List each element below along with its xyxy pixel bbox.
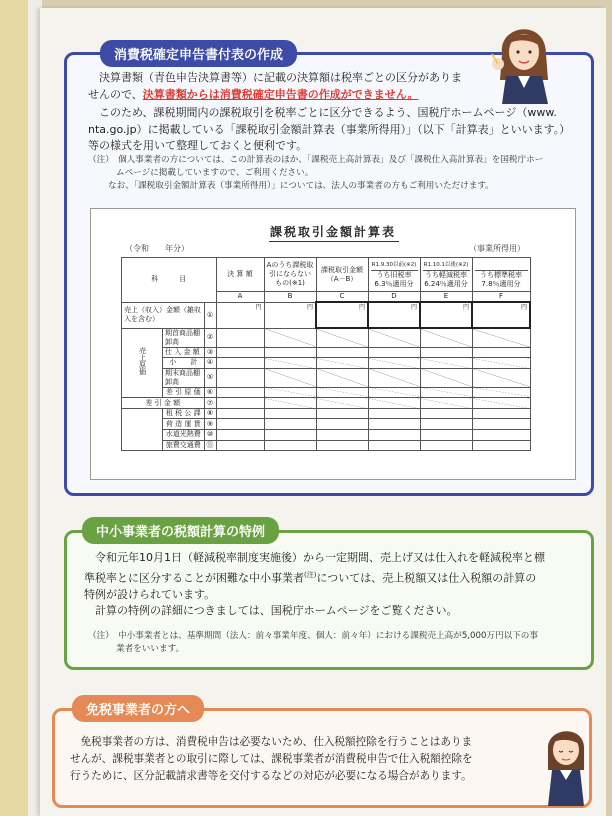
text-line: [84, 567, 589, 587]
cell-disabled: [420, 368, 472, 387]
side-label-cost: [122, 328, 163, 398]
cell: [216, 430, 264, 441]
cell: [216, 408, 264, 419]
row-num: ④: [204, 358, 216, 369]
header-c: 課税取引金額（A－B）: [316, 258, 368, 292]
row-num: ⑧: [204, 408, 216, 419]
paragraph-sme: [84, 550, 589, 620]
cell-disabled: [420, 398, 472, 409]
cell-yen: 円: [316, 302, 368, 328]
letter-c: C: [316, 292, 368, 303]
letter-d: D: [368, 292, 420, 303]
highlight-warning: 決算書類からは消費税確定申告書の作成ができません。: [142, 87, 419, 101]
cell-yen: 円: [472, 302, 530, 328]
text-line: 行うために、区分記載請求書等を交付するなどの対応が必要になる場合があります。: [70, 770, 472, 782]
text-line: このため、課税期間内の課税取引を税率ごとに区分できるよう、国税庁ホームページ（www.: [88, 106, 557, 119]
title-underline: [269, 241, 399, 242]
row-num: ①: [204, 302, 216, 328]
row-num: ⑤: [204, 368, 216, 387]
cell: [420, 419, 472, 430]
table-row: [122, 430, 531, 441]
cell: [216, 387, 264, 398]
cell: [316, 408, 368, 419]
cell: [216, 368, 264, 387]
row-num: ⑦: [204, 398, 216, 409]
cell: [264, 430, 316, 441]
table-year: （令和 年分）: [125, 244, 189, 253]
cell: [368, 347, 420, 358]
cell: [216, 347, 264, 358]
text-line: 令和元年10月1日（軽減税率制度実施後）から一定期間、売上げ又は仕入れを軽減税率と標: [84, 551, 545, 564]
cell: [316, 430, 368, 441]
cell: [420, 430, 472, 441]
table-header-row: [122, 258, 531, 292]
row-num: ②: [204, 328, 216, 347]
cell: [264, 347, 316, 358]
table-kind: （事業所得用）: [469, 244, 525, 253]
text-line: せんが、課税事業者との取引に際しては、課税事業者が消費税申告で仕入税額控除を: [70, 753, 473, 765]
cell-disabled: [316, 368, 368, 387]
note-line: なお、「課税取引金額計算表（事業所得用）」については、法人の事業者の方もご利用いただけます。: [108, 181, 494, 191]
cell-disabled: [472, 368, 530, 387]
cell: [472, 347, 530, 358]
table-title: 課税取引金額計算表: [269, 225, 396, 239]
table-row: [122, 328, 531, 347]
cell-disabled: [368, 398, 420, 409]
calculation-table: [121, 257, 531, 451]
cell-yen: 円: [368, 302, 420, 328]
cell-disabled: [264, 368, 316, 387]
paragraph-settlement: [88, 70, 588, 155]
header-b: Aのうち課税取引にならないもの(※1): [264, 258, 316, 292]
table-row: [122, 347, 531, 358]
header-f-label: うち標準税率7.8％適用分: [480, 270, 522, 288]
text-span: 準税率とに区分することが困難な中小事業者: [84, 571, 304, 585]
cell-disabled: [368, 328, 420, 347]
text-line: 免税事業者の方は、消費税申告は必要ないため、仕入税額控除を行うことはありま: [70, 736, 473, 748]
note-sme-definition: [88, 630, 588, 656]
bowing-woman-illustration-icon: [540, 720, 592, 806]
cell: [368, 419, 420, 430]
cell-yen: 円: [216, 302, 264, 328]
header-d: [368, 258, 420, 292]
text-span: せんので、: [88, 87, 143, 101]
row-label: 期末商品棚卸高: [163, 368, 205, 387]
cell-disabled: [472, 398, 530, 409]
table-row: [122, 419, 531, 430]
letter-b: B: [264, 292, 316, 303]
cell: [316, 440, 368, 451]
cell: [264, 408, 316, 419]
row-label: 売上（収入）金額（雑収入を含む）: [122, 302, 205, 328]
cell-disabled: [420, 387, 472, 398]
cell-disabled: [472, 387, 530, 398]
section-title-tax-return-attachment: 消費税確定申告書付表の作成: [100, 40, 297, 67]
text-line: 等の様式を用いて整理しておくと便利です。: [88, 139, 308, 152]
text-line: 特例が設けられています。: [84, 587, 216, 601]
cell: [216, 328, 264, 347]
row-label: 差 引 原 価: [163, 387, 205, 398]
table-row: [122, 398, 531, 409]
header-item: 科 目: [122, 258, 217, 303]
cell-yen: 円: [420, 302, 472, 328]
row-label: 荷 造 運 賃: [163, 419, 205, 430]
header-e-label: うち軽減税率6.24％適用分: [424, 270, 468, 288]
header-ef-period: R1.10.1以後(※2): [423, 261, 470, 271]
text-line: nta.go.jp）に掲載している「課税取引金額計算表（事業所得用）」（以下「計算表」といいます。）: [88, 122, 571, 136]
text-span: については、売上税額又は仕入税額の計算の: [316, 571, 537, 585]
table-row: [122, 302, 531, 328]
header-f: [472, 258, 530, 292]
row-label: 期首商品棚卸高: [163, 328, 205, 347]
cell-disabled: [368, 358, 420, 369]
cell-disabled: [420, 358, 472, 369]
table-row: [122, 358, 531, 369]
cell-yen: 円: [264, 302, 316, 328]
section-title-tax-exempt: 免税事業者の方へ: [72, 695, 204, 722]
note-line: （注） 中小事業者とは、基準期間（法人：前々事業年度、個人：前々年）における課税売上高が5,000万円以下の事: [88, 631, 538, 641]
cell-disabled: [316, 358, 368, 369]
row-label: 小 計: [163, 358, 205, 369]
side-label-text: 売上原価: [138, 347, 147, 376]
row-num: ⑥: [204, 387, 216, 398]
table-row: [122, 440, 531, 451]
cell-disabled: [264, 358, 316, 369]
cell: [368, 408, 420, 419]
header-e: [420, 258, 472, 292]
side-spacer: [122, 408, 163, 450]
cell: [420, 440, 472, 451]
note-line: 業者をいいます。: [116, 644, 185, 654]
cell: [316, 419, 368, 430]
cell: [316, 347, 368, 358]
row-num: ⑪: [204, 440, 216, 451]
letter-f: F: [472, 292, 530, 303]
note-line: （注） 個人事業者の方については、この計算表のほか、「課税売上高計算表」及び「課税仕入高計算表」を国税庁ホー: [88, 155, 544, 165]
cell-disabled: [472, 328, 530, 347]
note-line: ムページに掲載していますので、ご利用ください。: [116, 168, 314, 178]
cell: [420, 408, 472, 419]
cell: [472, 430, 530, 441]
text-line: [88, 87, 588, 104]
note-individual: [88, 154, 588, 193]
table-row: [122, 387, 531, 398]
cell-disabled: [420, 328, 472, 347]
text-line: 決算書類（青色申告決算書等）に記載の決算額は税率ごとの区分がありま: [88, 71, 462, 84]
row-label: 仕 入 金 額: [163, 347, 205, 358]
cell-disabled: [264, 387, 316, 398]
cell: [472, 440, 530, 451]
note-marker: (注): [304, 570, 317, 579]
row-label: 水道光熱費: [163, 430, 205, 441]
cell-disabled: [264, 328, 316, 347]
cell-disabled: [264, 398, 316, 409]
header-d-period: R1.9.30以前(※2): [371, 261, 418, 271]
paragraph-tax-exempt: [70, 734, 540, 785]
cell: [216, 440, 264, 451]
row-num: ③: [204, 347, 216, 358]
section-title-sme-special-calculation: 中小事業者の税額計算の特例: [82, 517, 279, 544]
row-label: 旅費交通費: [163, 440, 205, 451]
cell: [368, 440, 420, 451]
cell-disabled: [368, 387, 420, 398]
cell: [420, 347, 472, 358]
table-row: [122, 368, 531, 387]
row-num: ⑩: [204, 430, 216, 441]
cell: [216, 419, 264, 430]
cell-disabled: [316, 398, 368, 409]
table-row: [122, 408, 531, 419]
letter-a: A: [216, 292, 264, 303]
cell-disabled: [316, 387, 368, 398]
cell: [472, 408, 530, 419]
text-line: 計算の特例の詳細につきましては、国税庁ホームページをご覧ください。: [84, 604, 458, 618]
cell-disabled: [472, 358, 530, 369]
cell-disabled: [368, 368, 420, 387]
row-label: 租 税 公 課: [163, 408, 205, 419]
header-a: 決 算 額: [216, 258, 264, 292]
header-d-label: うち旧税率6.3％適用分: [374, 270, 414, 288]
cell: [472, 419, 530, 430]
cell: [264, 419, 316, 430]
cell: [368, 430, 420, 441]
cell-disabled: [316, 328, 368, 347]
row-num: ⑨: [204, 419, 216, 430]
row-label: 差 引 金 額: [122, 398, 205, 409]
cell: [216, 358, 264, 369]
letter-e: E: [420, 292, 472, 303]
calculation-table-figure: [90, 208, 576, 480]
cell: [264, 440, 316, 451]
cell: [216, 398, 264, 409]
